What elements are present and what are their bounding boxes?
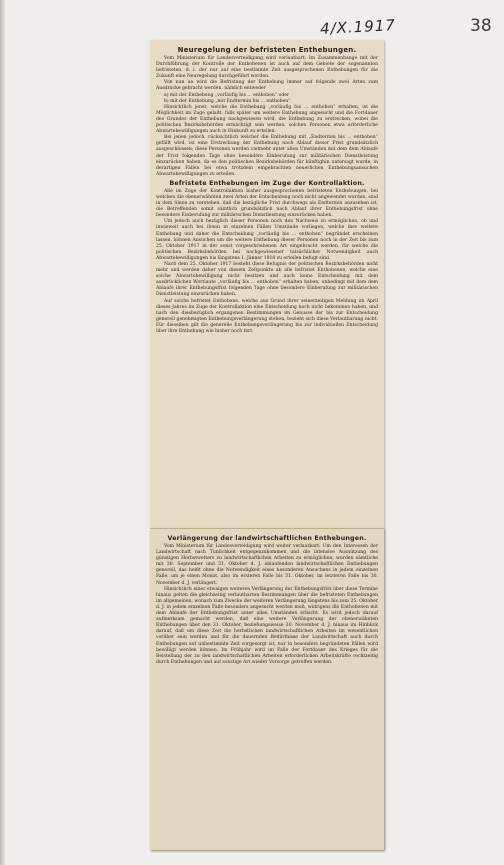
handwritten-date: 4/X.1917 bbox=[319, 16, 397, 38]
paragraph: Vom Ministerium für Landesverteidigung wird weiter verlautbart: Um den Interessen der Landwirtschaft nach Tunlichkeit entgegenzukommen und die intensive Ausnützung des günstigen Herbstwetters zu landwirtschaftlichen Arbeiten zu ermöglichen, wurden sämtliche mit 30. September und 31. Oktober d. J. ablaufenden landwirtschaftlichen Enthebungen generell, das heißt ohne die Notwendigkeit eines besonderen Ansuchens in jedem einzelnen Falle, um je einen Monat, also im ersteren Falle bis 31. Oktober, im letzteren Falle bis 30. November d. J. verlängert. bbox=[156, 544, 378, 586]
paragraph: Bei jenen jedoch, rücksichtlich welcher die Enthebung mit „Endtermin bis ... enthoben“ gefällt wird, ist eine Erstreckung der Enthebung nach Ablauf dieser Frist grundsätzlich ausgeschlossen; diese Personen werden vielmehr unter allen Umständen mit dem dem Ablaufe der Frist folgenden Tage ohne besondere Einberufung zur militärischen Dienstleistung einzurücken haben, da es den politischen Bezirksbehörden für künftighin untersagt wurde, in derartigen Fällen bei etwa trotzdem eingebrachten neuerlichen Enthebungsansuchen Abwartebewilligungen zu erteilen. bbox=[156, 135, 378, 177]
paragraph: Hinsichtlich einer etwaigen weiteren Verlängerung der Enthebungsfrist über diese Termine hinaus gelten die gleichzeitig verlautbarten Bestimmungen über die befristeten Enthebungen im allgemeinen, wonach zum Zwecke der weiteren Verlängerung längstens bis zum 25. Oktober d. J. in jedem einzelnen Falle besonders angesucht werden muß, widrigens die Enthobenen mit dem Ablaufe der Enthebungsfrist unter allen Umständen erlischt. Es wird jedoch darauf aufmerksam gemacht werden, daß eine weitere Verlängerung der obenerwähnten Enthebungen über den 31. Oktober, beziehungsweise 30. November d. J. hinaus im Hinblick darauf, daß um diese Zeit die herbstlichen landwirtschaftlichen Arbeiten im wesentlichen vorüber sein werden und für die dauernden Bedürfnisse der Landwirtschaft auch durch Enthebungen auf unbestimmte Zeit vorgesorgt ist, nur in besonders begründeten Fällen wird bewilligt werden können. Im Frühjahr wird im Falle der Fortdauer des Krieges für die Beistellung der zu den landwirtschaftlichen Arbeiten erforderlichen Arbeitskräfte rechtzeitig durch Enthebungen und auf sonstige Art wieder Vorsorge getroffen werden. bbox=[156, 586, 378, 665]
paragraph: Auf solche befristet Enthobene, welche aus Grund ihrer seinerzeitigen Meldung im April dieses Jahres im Zuge der Kontrollaktion eine Entscheidung noch nicht bekommen haben, und nach den diesbezüglich ergangenen Bestimmungen im Genusse der bis zur Entscheidung generell genehmigten Enthebungsverlängerung stehen, bezieht sich diese Verlautbarung nicht. Für dieselben gilt die generelle Enthebungsverlängerung bis zur individuellen Entscheidung über ihre Enthebung wie bisher noch fort. bbox=[156, 298, 378, 335]
section-heading-1: Neuregelung der befristeten Enthebungen. bbox=[177, 46, 357, 54]
newspaper-clipping-lower bbox=[150, 528, 384, 850]
paragraph: Alle im Zuge der Kontrollaktion bisher ausgesprochenen befristeten Enthebungen, bei welchen die obenerwähnten zwei Arten der Entscheidung noch nicht angewendet wurden, sind in dem Sinne zu verstehen, daß die bezügliche Frist durchwegs als Endtermin anzusehen ist, die Betreffenden somit sämtlich grundsätzlich nach Ablauf ihrer Enthebungsfrist ohne besondere Einberufung zur militärischen Dienstleistung einzurücken haben. bbox=[156, 188, 378, 219]
paragraph: Um jedoch auch bezüglich dieser Personen noch den Nachweis zu ermöglichen, ob und inwieweit auch bei ihnen in einzelnen Fällen Umstände vorliegen, welche ihre weitere Enthebung und daher die Entscheidung „vorläufig bis ... enthoben“ begründet erscheinen lassen, können Ansuchen um die weitere Enthebung dieser Personen noch in der Zeit bis zum 25. Oktober 1917 in der sonst vorgeschriebenen Art eingebracht werden, für welche die politischen Bezirksbehörden bei nachgewiesener tatsächlicher Notwendigkeit auch Abwartebewilligungen bis längstens 1. Jänner 1918 zu erteilen befugt sind. bbox=[156, 219, 378, 261]
paragraph: Von nun an wird die Befristung der Enthebung immer auf folgende zwei Arten zum Ausdrucke gebracht werden, nämlich entweder bbox=[156, 80, 378, 92]
section-heading-3: Verlängerung der landwirtschaftlichen Enthebungen. bbox=[167, 535, 367, 542]
paragraph: a) mit der Enthebung „vorläufig bis ... enthoben“ oder bbox=[164, 92, 290, 98]
paragraph: b) mit der Enthebung „mit Endtermin bis ... enthoben“. bbox=[164, 98, 292, 104]
page-edge-shadow bbox=[0, 0, 6, 865]
paragraph: Nach dem 25. Oktober 1917 besteht diese Befugnis der politischen Bezirksbehörden nicht mehr und werden daher von diesem Zeitpunkte ab alle befristet Enthobenen, welche eine solche Abwartebewilligung nicht besitzen und auch keine Entscheidung mit dem ausdrücklichen Wortlaute „vorläufig bis ... enthoben“ erhalten haben, unbedingt mit dem dem Ablaufe ihrer Enthebungsfrist folgenden Tage ohne besondere Einberufung zur militärischen Dienstleistung einzurücken haben. bbox=[156, 262, 378, 298]
section-heading-2: Befristete Enthebungen im Zuge der Kontrollaktion. bbox=[169, 179, 365, 187]
page-number: 38 bbox=[470, 16, 492, 36]
paragraph: Hinsichtlich jener, welche die Enthebung „vorläufig bis ... enthoben“ erhalten, ist die Möglichkeit im Zuge gelaßt, falls später um weitere Enthebung angesucht und die Fortdauer des Grundes der Enthebung nachgewiesen wird, die Enthebung zu erstrecken, wobei die politischen Bezirksbehörden ermächtigt sein werden, solchen Personen etwa erforderliche Abwartebewilligungen auch in Hinkunft zu erteilen. bbox=[156, 104, 378, 135]
paragraph: Vom Ministerium für Landesverteidigung wird verlautbart: Im Zusammenhange mit der Durchführung der Kontrolle der Enthobenen ist auch auf dem Gebiete der sogenannten befristeten, d. i. der nur auf eine bestimmte Zeit ausgesprochenen Enthebungen für die Zukunft eine Neuregelung durchgeführt worden. bbox=[156, 56, 378, 80]
